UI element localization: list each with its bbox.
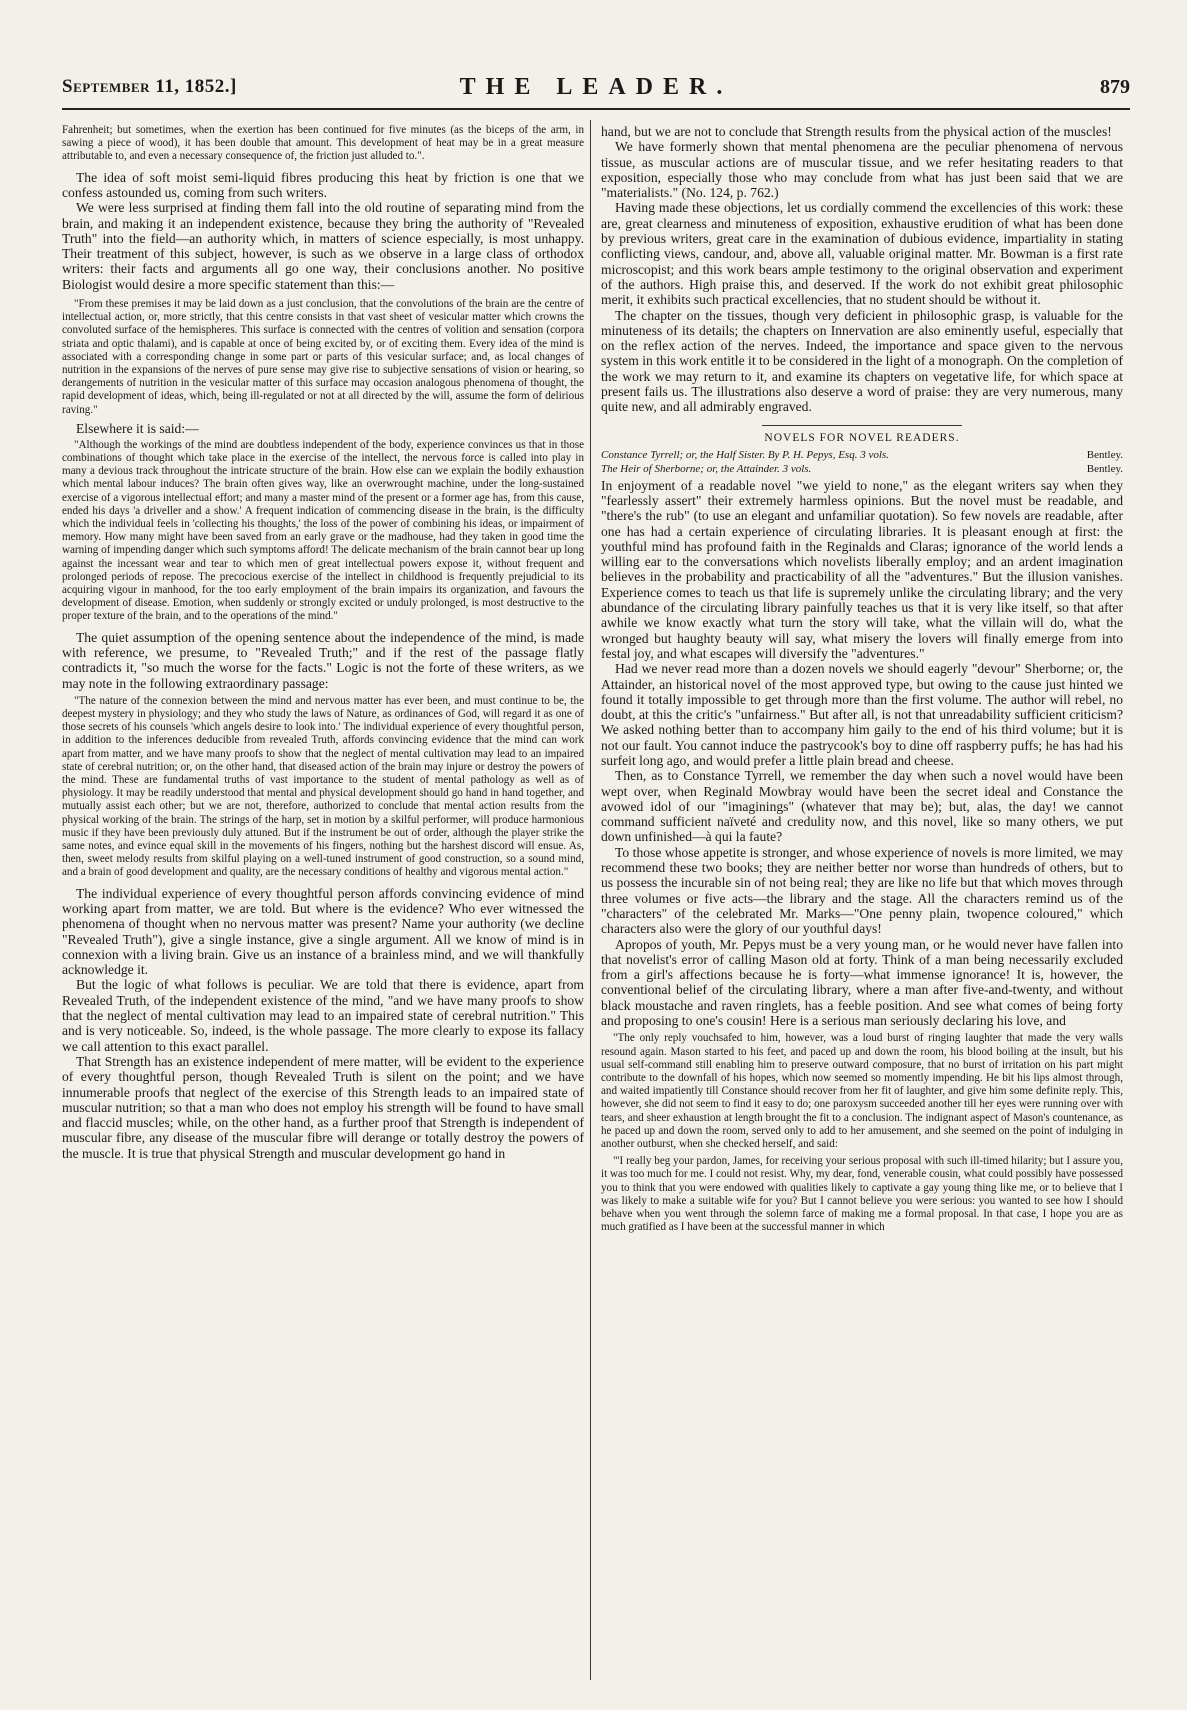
paragraph: To those whose appetite is stronger, and whose experience of novels is more limited, we may recommend these two books; they are neither better nor worse than hundreds of others, but to us possess the incurable sin of not being real; they are like no life but that which moves through three volumes or five acts—the library and the stage. All the characters remind us of the "characters" of the celebrated Mr. Marks—"One penny plain, twopence coloured," which characters also were the glory of our youthful days! xyxy=(601,844,1123,937)
masthead xyxy=(62,76,1130,106)
paragraph: Apropos of youth, Mr. Pepys must be a very young man, or he would never have fallen into that novelist's error of calling Mason old at forty. Think of a man being necessarily excluded from a girl's affections because he is forty—what immense ignorance! It is, however, the conventional belief of the circulating library, where a man after five-and-twenty, and without black moustache and raven ringlets, has a feeble position. And see what comes of being forty and proposing to one's cousin! Here is a serious man seriously declaring his love, and xyxy=(601,936,1123,1029)
section-title: NOVELS FOR NOVEL READERS. xyxy=(764,431,960,444)
left-column xyxy=(62,124,584,1161)
book-entry xyxy=(601,448,1123,462)
page-number: 879 xyxy=(1100,76,1130,98)
newspaper-title: THE LEADER. xyxy=(459,74,733,100)
paragraph: In enjoyment of a readable novel "we yield to none," as the elegant writers say when they "fearlessly assert" their extremely harmless opinions. But the novel must be readable, and "there's the rub" (to use an elegant and unfamiliar quotation). So few novels are readable, after one has had a certain experience of circulating libraries. It is pleasant enough at first: the youthful mind has profound faith in the Reginalds and Claras; ignorance of the world lends a willing ear to the conversations which novelists liberally employ; and an ardent imagination believes in the probability and practicability of all the "adventures." But the illusion vanishes. Experience comes to teach us that life is supremely unlike the circulating library; and the very abundance of the circulating library painfully teaches us that it is very like itself, so that after awhile we know exactly what turn the story will take, what the villain will do, what the wronged but haughty beauty will say, what misery the lovers will finally emerge from into festal joy, and what escapes will diversify the "adventures." xyxy=(601,477,1123,661)
paragraph: But the logic of what follows is peculiar. We are told that there is evidence, apart from Revealed Truth, of the independent existence of the mind, "and we have many proofs to show that the neglect of mental cultivation may lead to an impaired state of cerebral nutrition." This and is very noticeable. So, indeed, is the whole passage. The more clearly to expose its fallacy we call attention to this exact parallel. xyxy=(62,977,584,1054)
column-divider xyxy=(590,120,591,1680)
block-quote: "The nature of the connexion between the mind and nervous matter has ever been, and must continue to be, the deepest mystery in physiology; and they who study the laws of Nature, as ordinances of God, will regard it as one of those secrets of his counsels 'which angels desire to look into.' The individual experience of every thoughtful person, in addition to the inferences deducible from revealed Truth, affords convincing evidence that the mind can work apart from matter, and we have many proofs to show that the neglect of mental cultivation may lead to an impaired state of cerebral nutrition; or, on the other hand, that diseased action of the brain may injure or destroy the powers of the mind. These are fundamental truths of vast importance to the student of mental pathology as well as of physiology. It may be readily understood that mental and physical development should go hand in hand together, and mutually assist each other; but we are not, therefore, authorized to conclude that mental action results from the physical working of the brain. The strings of the harp, set in motion by a skilful performer, will produce harmonious music if they have been previously duly attuned. But if the instrument be out of order, although the player strike the same notes, and evince equal skill in the movements of his fingers, nothing but the harshest discord will ensue. As, then, sweet melody results from skilful playing on a well-tuned instrument of good construction, so a sound mind, and a brain of good development and quality, are the necessary conditions of healthy and vigorous mental action." xyxy=(62,694,584,879)
right-column xyxy=(601,124,1123,1234)
paragraph: Elsewhere it is said:— xyxy=(76,420,199,436)
section-divider xyxy=(762,425,962,426)
paragraph: Had we never read more than a dozen novels we should eagerly "devour" Sherborne; or, the Attainder, an historical novel of the most approved type, but owing to the cause just hinted we found it totally impossible to get through more than the first volume. The author will rebel, no doubt, at this the critic's "unfairness." But after all, is not that unreadability sufficient criticism? We asked nothing better than to accompany him gaily to the end of his third volume; but it is not our fault. You cannot induce the pastrycook's boy to dine off raspberry puffs; he has had his surfeit long ago, and would prefer a little plain bread and cheese. xyxy=(601,661,1123,768)
paragraph: Having made these objections, let us cordially commend the excellencies of this work: these are, great clearness and minuteness of exposition, exhaustive erudition of what has been done by previous writers, great care in the examination of dubious evidence, impartiality in stating conflicting views, candour, and, above all, valuable original matter. Mr. Bowman is a first rate microscopist; and this work bears ample testimony to the original observation and experiment of the authors. High praise this, and deserved. If the work do not exhibit great philosophic merit, it exhibits such practical excellencies, that no student should be without it. xyxy=(601,200,1123,308)
paragraph: The quiet assumption of the opening sentence about the independence of the mind, is made with reference, we presume, to "Revealed Truth;" and if the rest of the passage flatly contradicts it, "so much the worse for the facts." Logic is not the forte of these writers, as we may note in the following extraordinary passage: xyxy=(62,629,584,691)
paragraph: The chapter on the tissues, though very deficient in philosophic grasp, is valuable for the minuteness of its details; the chapters on Innervation are also eminently useful, especially that on the reflex action of the nerves. Indeed, the importance and space given to the nervous system in this work entitle it to be considered in the light of a monograph. On the completion of the work we may return to it, and examine its chapters on vegetative life, for which space at present fails us. The illustrations also deserve a word of praise: they are very numerous, many quite new, and all admirably engraved. xyxy=(601,307,1123,415)
paragraph: We have formerly shown that mental phenomena are the peculiar phenomena of nervous tissue, as muscular actions are of muscular tissue, and we refer hesitating readers to that exposition, especially those who may conclude from what has just been said that we are "materialists." (No. 124, p. 762.) xyxy=(601,139,1123,201)
book-title: Constance Tyrrell; or, the Half Sister. By P. H. Pepys, Esq. 3 vols. xyxy=(601,448,889,461)
book-publisher: Bentley. xyxy=(1086,448,1123,461)
book-entry xyxy=(601,462,1123,476)
paragraph: We were less surprised at finding them fall into the old routine of separating mind from the brain, and making it an independent existence, because they bring the authority of "Revealed Truth" into the field—an authority which, in matters of science especially, is most unhappy. Their treatment of this subject, however, is such as we observe in a large class of orthodox writers: their facts and arguments all go one way, their conclusions another. No positive Biologist would desire a more specific statement than this:— xyxy=(62,200,584,292)
issue-date: September 11, 1852.] xyxy=(62,76,237,97)
block-quote: "'I really beg your pardon, James, for receiving your serious proposal with such ill-timed hilarity; but I assure you, it was too much for me. I could not resist. Why, my dear, fond, venerable cousin, what could possibly have possessed you to think that you were endowed with qualities likely to captivate a gay young thing like me, or to believe that I was likely to make a suitable wife for you? But I cannot believe you were serious: you wanted to see how I should behave when you went through the solemn farce of making me a formal proposal. In that case, I hope you are as much gratified as I have been at the successful manner in which xyxy=(601,1155,1123,1234)
block-quote: "The only reply vouchsafed to him, however, was a loud burst of ringing laughter that made the very walls resound again. Mason started to his feet, and paced up and down the room, his blood boiling at the insult, but his usual self-command still enabling him to preserve outward composure, that no burst of irritation on his part might contribute to the downfall of his hopes, which now seemed so momently impending. He bit his lips almost through, and waited impatiently till Constance should recover from her fit of laughter, and give him some definite reply. This, however, she did not seem to find it easy to do; one paroxysm succeeded another till her eyes were running over with tears, and sheer exhaustion at length brought the fit to a conclusion. The indignant aspect of Mason's countenance, as he paced up and down the room, served only to add to her amusement, and she seemed on the point of indulging in another outburst, when she checked herself, and said: xyxy=(601,1032,1123,1150)
paragraph: The idea of soft moist semi-liquid fibres producing this heat by friction is one that we confess astounded us, coming from such writers. xyxy=(62,169,584,200)
book-title: The Heir of Sherborne; or, the Attainder. 3 vols. xyxy=(601,462,812,475)
paragraph: The individual experience of every thoughtful person affords convincing evidence of mind working apart from matter, we are told. But where is the evidence? Who ever witnessed the phenomena of thought when no nervous matter was present? Name your authority (we decline "Revealed Truth"), give a single instance, give a single argument. All we know of mind is in connexion with a living brain. Give us an instance of a brainless mind, and we will thankfully acknowledge it. xyxy=(62,885,584,978)
block-quote: "From these premises it may be laid down as a just conclusion, that the convolutions of the brain are the centre of intellectual action, or, more strictly, that this centre consists in that vast sheet of vesicular matter which crowns the convoluted surface of the hemispheres. This surface is connected with the centres of volition and sensation (corpora striata and optic thalami), and is capable at once of being excited by, or of exciting them. Every idea of the mind is associated with a corresponding change in some part or parts of this vesicular surface; and, as local changes of nutrition in the expansions of the nerves of pure sense may give rise to subjective sensations of vision or hearing, so derangements of nutrition in the vesicular matter of this surface may occasion analogous phenomena of thought, the rapid development of ideas, which, being ill-regulated or not at all directed by the will, assume the form of delirious raving." xyxy=(62,297,584,416)
paragraph: Then, as to Constance Tyrrell, we remember the day when such a novel would have been wept over, when Reginald Mowbray would have been the secret ideal and Constance the avowed idol of our "imaginings" (whatever that may be); but, alas, the day! we cannot command sufficient naïveté and credulity now, and this novel, like so many others, we put down unfinished—à qui la faute? xyxy=(601,768,1123,845)
paragraph: That Strength has an existence independent of mere matter, will be evident to the experience of every thoughtful person, though Revealed Truth is silent on the point; and we have innumerable proofs that neglect of the exercise of this Strength leads to an impaired state of muscular nutrition; so that a man who does not employ his strength will be found to have small and flaccid muscles; while, on the other hand, as a further proof that Strength is independent of muscular fibre, any disease of the muscular fibre will derange or totally destroy the powers of the muscle. It is true that physical Strength and muscular development go hand in xyxy=(62,1053,584,1161)
block-quote: "Although the workings of the mind are doubtless independent of the body, experience convinces us that in those combinations of thought which take place in the exercise of the intellect, the nervous force is called into play in many a devious track throughout the intricate structure of the brain. How else can we explain the bodily exhaustion which mental labour induces? The brain often gives way, like an overwrought machine, under the long-sustained exercise of a vigorous intellectual effort; and many a master mind of the present or a former age has, from this cause, ended his days 'a driveller and a show.' A frequent indication of commencing disease in the brain, is the difficulty which the individual feels in 'collecting his thoughts,' the loss of the power of combining his ideas, or impairment of memory. How many might have been saved from an early grave or the madhouse, had they taken in good time the warning of impending danger which such symptoms afford! The delicate mechanism of the brain cannot bear up long against the incessant wear and tear to which men of great intellectual powers expose it, without frequent and prolonged periods of repose. The precocious exercise of the intellect in childhood is frequently prejudicial to its acquiring vigour in manhood, for the too early employment of the brain impairs its organization, and favours the development of disease. Emotion, when suddenly or strongly excited or unduly prolonged, is most destructive to the proper texture of the brain, and to the operations of the mind." xyxy=(62,438,584,623)
book-publisher: Bentley. xyxy=(1086,462,1123,475)
paragraph: hand, but we are not to conclude that Strength results from the physical action of the muscles! xyxy=(601,124,1112,139)
paragraph: Fahrenheit; but sometimes, when the exertion has been continued for five minutes (as the biceps of the arm, in sawing a piece of wood), it has been double that amount. This development of heat may be in a great measure attributable to, and even a necessary consequence of, the friction just alluded to.". xyxy=(62,124,584,163)
header-rule xyxy=(62,108,1130,110)
